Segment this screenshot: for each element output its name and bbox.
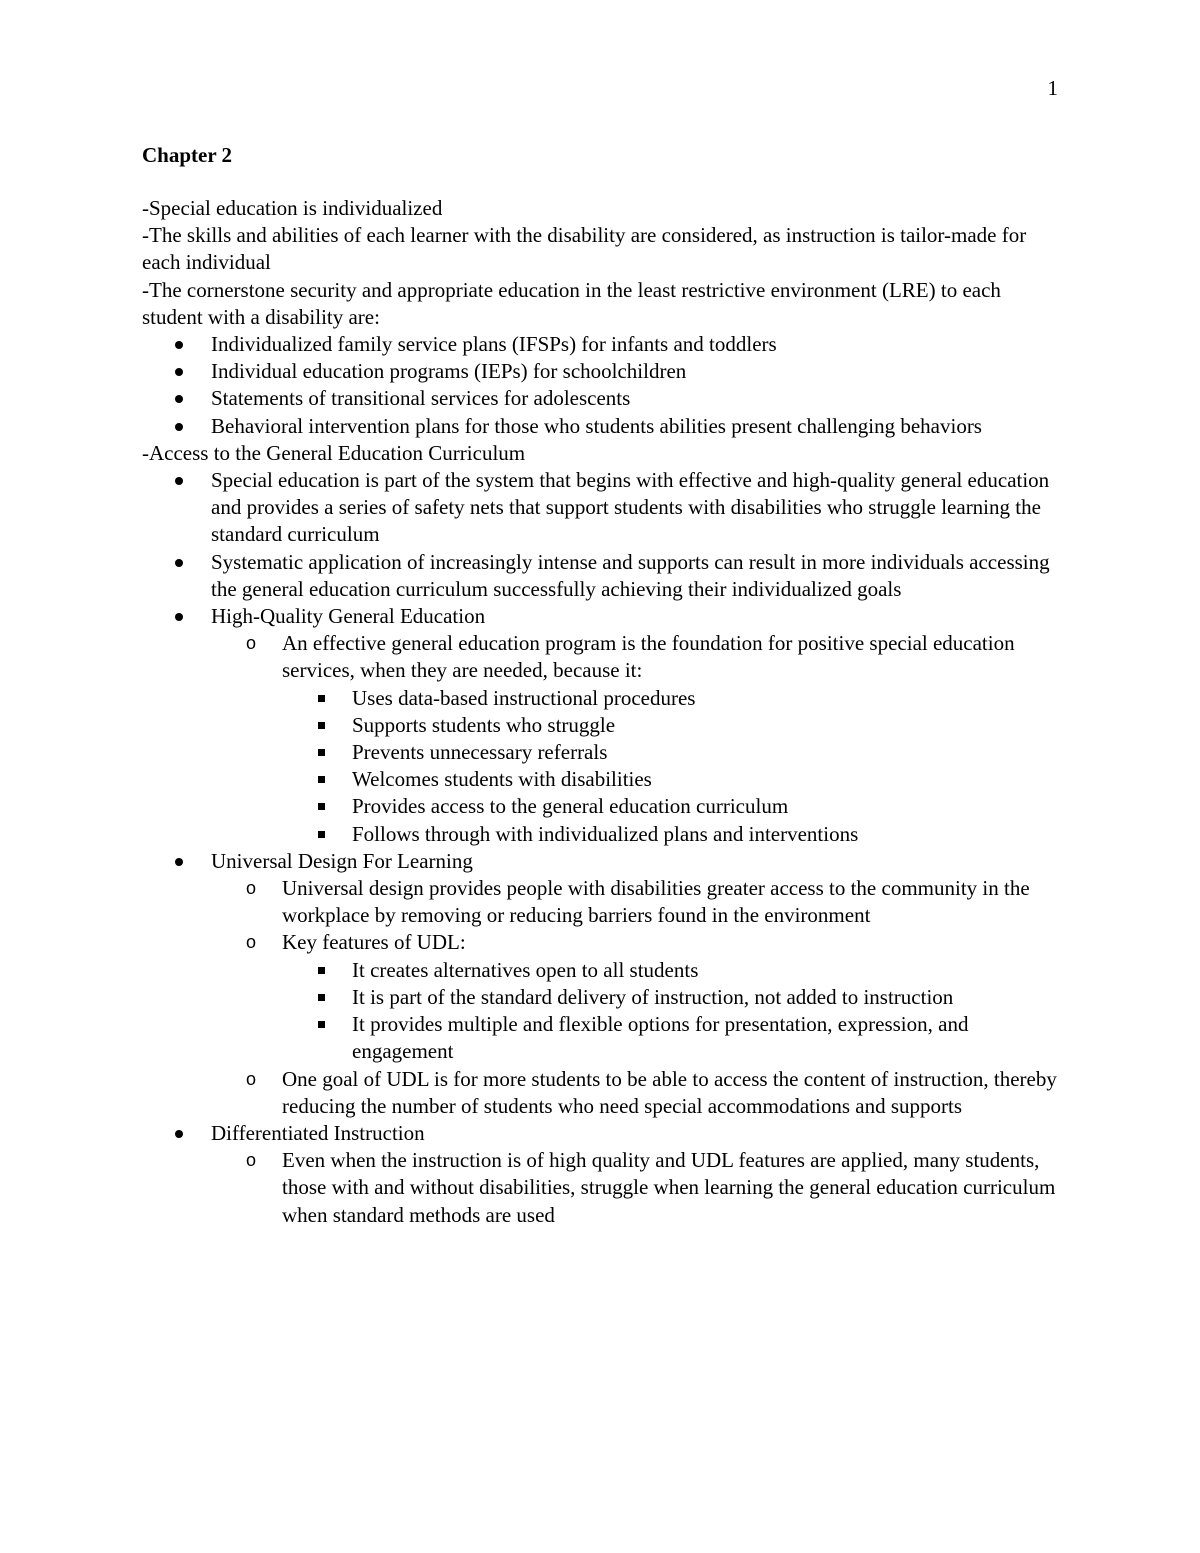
circle-bullet-icon: o (246, 633, 257, 654)
list-item: Uses data-based instructional procedures (352, 685, 696, 710)
list-item: Individual education programs (IEPs) for schoolchildren (211, 359, 687, 384)
list-item: Statements of transitional services for adolescents (211, 386, 631, 411)
chapter-heading: Chapter 2 (142, 143, 233, 167)
list-item: Systematic application of increasingly intense and supports can result in more individuals accessing the general education curriculum successfully achieving their individualized goals (211, 549, 1050, 601)
document-body (142, 142, 1062, 1229)
list-item: o Universal design provides people with disabilities greater access to the community in the workplace by removing or reducing barriers found in the environment (246, 876, 1030, 928)
page-number: 1 (1047, 76, 1058, 100)
access-list (142, 467, 1062, 1229)
circle-bullet-icon: o (246, 1068, 257, 1089)
list-item: o Key features of UDL: (142, 929, 1062, 956)
access-heading: -Access to the General Education Curriculum (142, 440, 526, 465)
circle-bullet-icon: o (246, 932, 257, 953)
list-item: It is part of the standard delivery of instruction, not added to instruction (352, 984, 954, 1009)
list-item: Supports students who struggle (352, 712, 616, 737)
plans-list (142, 331, 1062, 440)
list-item: o One goal of UDL is for more students to be able to access the content of instruction, thereby reducing the number of students who need special accommodations and supports (246, 1066, 1057, 1118)
list-item: o Even when the instruction is of high quality and UDL features are applied, many students, those with and without disabilities, struggle when learning the general education curriculum when standard methods are used (246, 1148, 1056, 1227)
section-high-quality-general-education: High-Quality General Education (211, 604, 486, 629)
list-item: Follows through with individualized plans and interventions (352, 821, 859, 846)
section-differentiated-instruction: Differentiated Instruction (211, 1120, 425, 1145)
intro-line-2: -The skills and abilities of each learner with the disability are considered, as instruction is tailor-made for each individual (142, 223, 1027, 275)
circle-bullet-icon: o (246, 878, 257, 899)
list-item: It provides multiple and flexible options for presentation, expression, and engagement (352, 1012, 969, 1064)
list-item: o An effective general education program is the foundation for positive special education services, when they are needed, because it: (246, 631, 1015, 683)
list-item: It creates alternatives open to all students (352, 957, 699, 982)
list-item: Special education is part of the system that begins with effective and high-quality general education and provides a series of safety nets that support students with disabilities who struggle learning the standard curriculum (211, 468, 1050, 547)
circle-bullet-icon: o (246, 1150, 257, 1171)
intro-line-3: -The cornerstone security and appropriate education in the least restrictive environment (LRE) to each student with a disability are: (142, 277, 1001, 329)
list-item: Welcomes students with disabilities (352, 767, 652, 792)
intro-line-1: -Special education is individualized (142, 196, 443, 220)
list-item: Prevents unnecessary referrals (352, 740, 608, 765)
list-item: Behavioral intervention plans for those who students abilities present challenging behaviors (211, 413, 982, 438)
list-item: Individualized family service plans (IFSPs) for infants and toddlers (211, 332, 777, 357)
list-item: Provides access to the general education curriculum (352, 794, 789, 819)
section-universal-design-for-learning: Universal Design For Learning (211, 848, 473, 873)
